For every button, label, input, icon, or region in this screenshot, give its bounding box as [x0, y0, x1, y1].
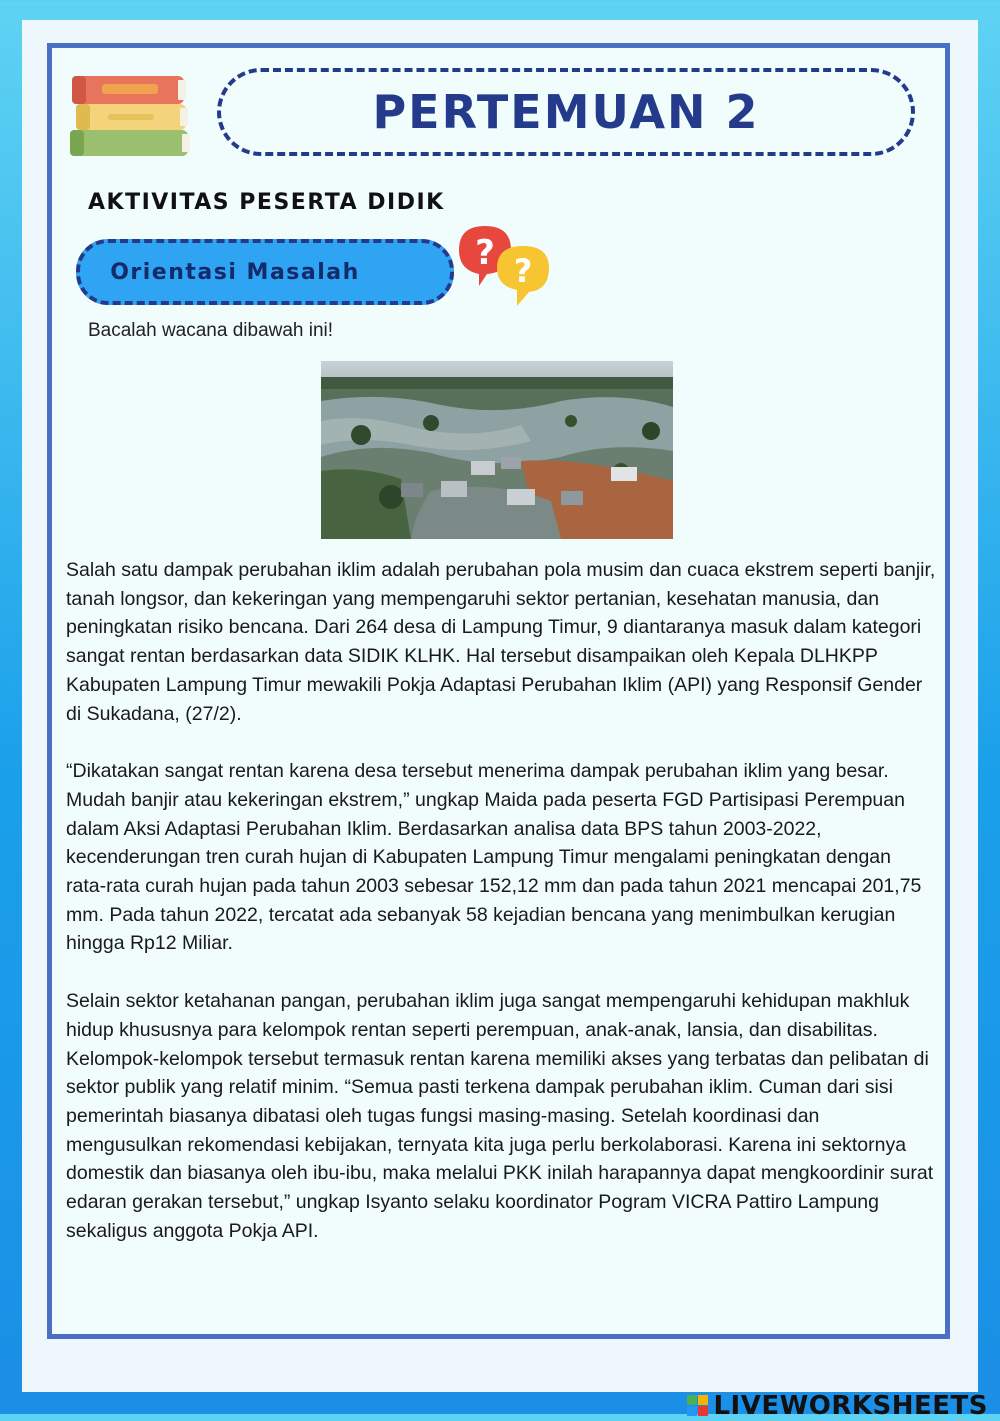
svg-text:?: ?	[475, 233, 495, 273]
activity-heading: AKTIVITAS PESERTA DIDIK	[88, 190, 445, 215]
title-banner	[217, 68, 915, 156]
article-body	[66, 556, 936, 1274]
page-title: PERTEMUAN 2	[372, 85, 760, 139]
article-paragraph: Salah satu dampak perubahan iklim adalah perubahan pola musim dan cuaca ekstrem seperti banjir, tanah longsor, dan kekeringan yang mempengaruhi sektor pertanian, kesehatan manusia, dan peningkatan risiko bencana. Dari 264 desa di Lampung Timur, 9 diantaranya masuk dalam kategori sangat rentan berdasarkan data SIDIK KLHK. Hal tersebut disampaikan oleh Kepala DLHKPP Kabupaten Lampung Timur mewakili Pokja Adaptasi Perubahan Iklim (API) yang Responsif Gender di Sukadana, (27/2).	[66, 559, 936, 725]
flood-aerial-photo	[321, 361, 673, 539]
section-label-pill	[76, 239, 454, 305]
stacked-books-icon	[62, 64, 202, 164]
question-bubbles-icon	[455, 222, 555, 310]
instruction-text: Bacalah wacana dibawah ini!	[88, 320, 334, 341]
article-paragraph: Selain sektor ketahanan pangan, perubahan iklim juga sangat mempengaruhi kehidupan makhluk hidup khususnya para kelompok rentan seperti perempuan, anak-anak, lansia, dan disabilitas. Kelompok-kelompok tersebut termasuk rentan karena memiliki akses yang terbatas dan pelibatan di sektor publik yang relatif minim. “Semua pasti terkena dampak perubahan iklim. Cuman dari sisi pemerintah biasanya dibatasi oleh tugas fungsi masing-masing. Setelah koordinasi dan mengusulkan rekomendasi kebijakan, ternyata kita juga perlu berkolaborasi. Karena ini sektornya domestik dan biasanya oleh ibu-ibu, maka melalui PKK inilah harapannya dapat mengkoordinir surat edaran gerakan tersebut,” ungkap Isyanto selaku koordinator Pogram VICRA Pattiro Lampung sekaligus anggota Pokja API.	[66, 990, 934, 1242]
svg-text:?: ?	[513, 252, 533, 290]
brand-name: LIVEWORKSHEETS	[713, 1391, 988, 1421]
section-label: Orientasi Masalah	[110, 259, 360, 285]
article-paragraph: “Dikatakan sangat rentan karena desa tersebut menerima dampak perubahan iklim yang besar. Mudah banjir atau kekeringan ekstrem,” ungkap Maida pada peserta FGD Partisipasi Perempuan dalam Aksi Adaptasi Perubahan Iklim. Berdasarkan analisa data BPS tahun 2003-2022, kecenderungan tren curah hujan di Kabupaten Lampung Timur mengalami peningkatan dengan rata-rata curah hujan pada tahun 2003 sebesar 152,12 mm dan pada tahun 2021 mencapai 201,75 mm. Pada tahun 2022, tercatat ada sebanyak 58 kejadian bencana yang menimbulkan kerugian hingga Rp12 Miliar.	[66, 760, 922, 955]
